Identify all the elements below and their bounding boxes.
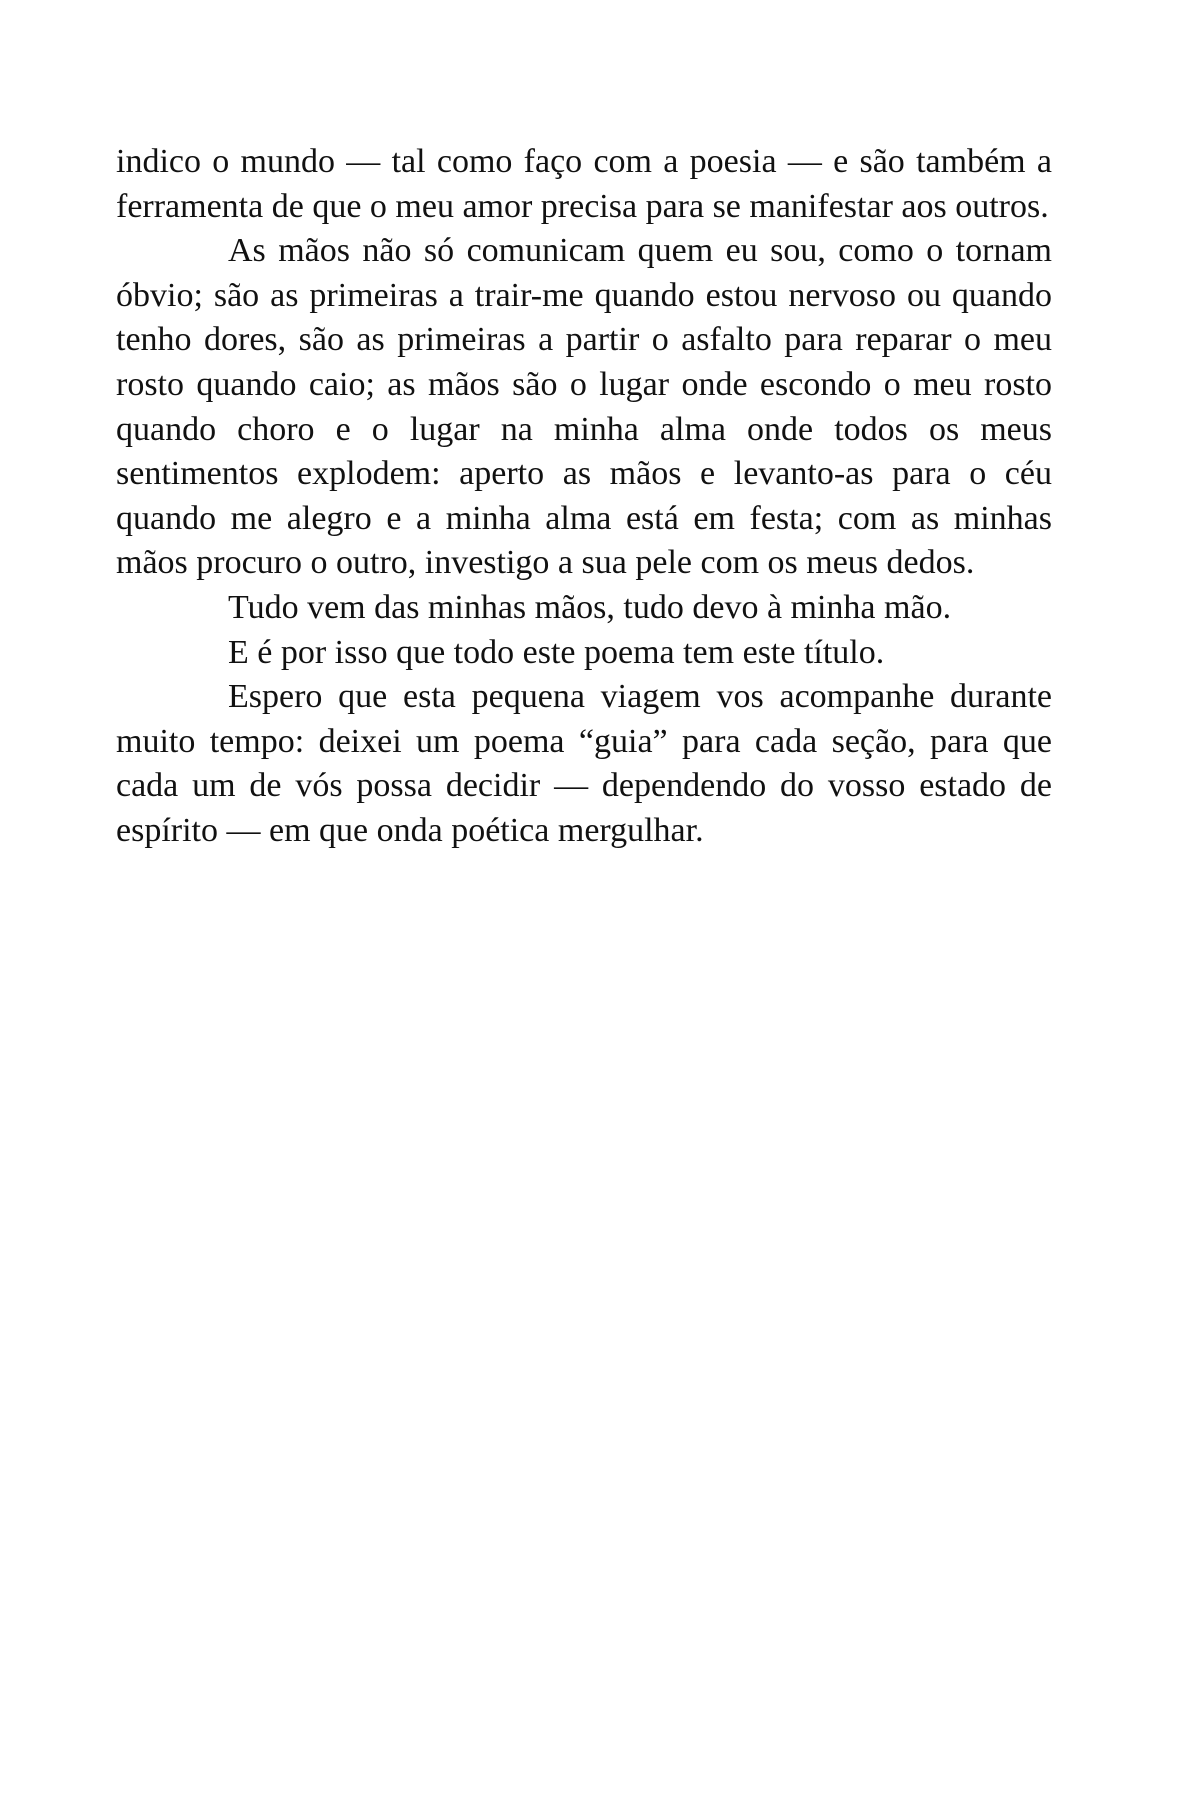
paragraph-hands-communicate: As mãos não só comunicam quem eu sou, como o tornam óbvio; são as primeiras a trair-me quando estou nervoso ou quando tenho dores, são as primeiras a partir o asfalto para reparar o meu rosto quando caio; as mãos são o lugar onde escondo o meu rosto quando choro e o lugar na minha alma onde todos os meus sentimentos explodem: aperto as mãos e levanto-as para o céu quando me alegro e a minha alma está em festa; com as minhas mãos procuro o outro, investigo a sua pele com os meus dedos. [116, 232, 1052, 582]
paragraph-journey: Espero que esta pequena viagem vos acompanhe durante muito tempo: deixei um poema “guia” para cada seção, para que cada um de vós possa decidir — dependendo do vosso estado de espírito — em que onda poética mergulhar. [116, 678, 1052, 849]
paragraph-continuation: indico o mundo — tal como faço com a poesia — e são também a ferramenta de que o meu amor precisa para se manifestar aos outros. [116, 143, 1052, 225]
body-text [116, 140, 1052, 854]
paragraph-title-reason: E é por isso que todo este poema tem este título. [228, 633, 885, 671]
paragraph-everything-from-hands: Tudo vem das minhas mãos, tudo devo à minha mão. [228, 588, 952, 626]
